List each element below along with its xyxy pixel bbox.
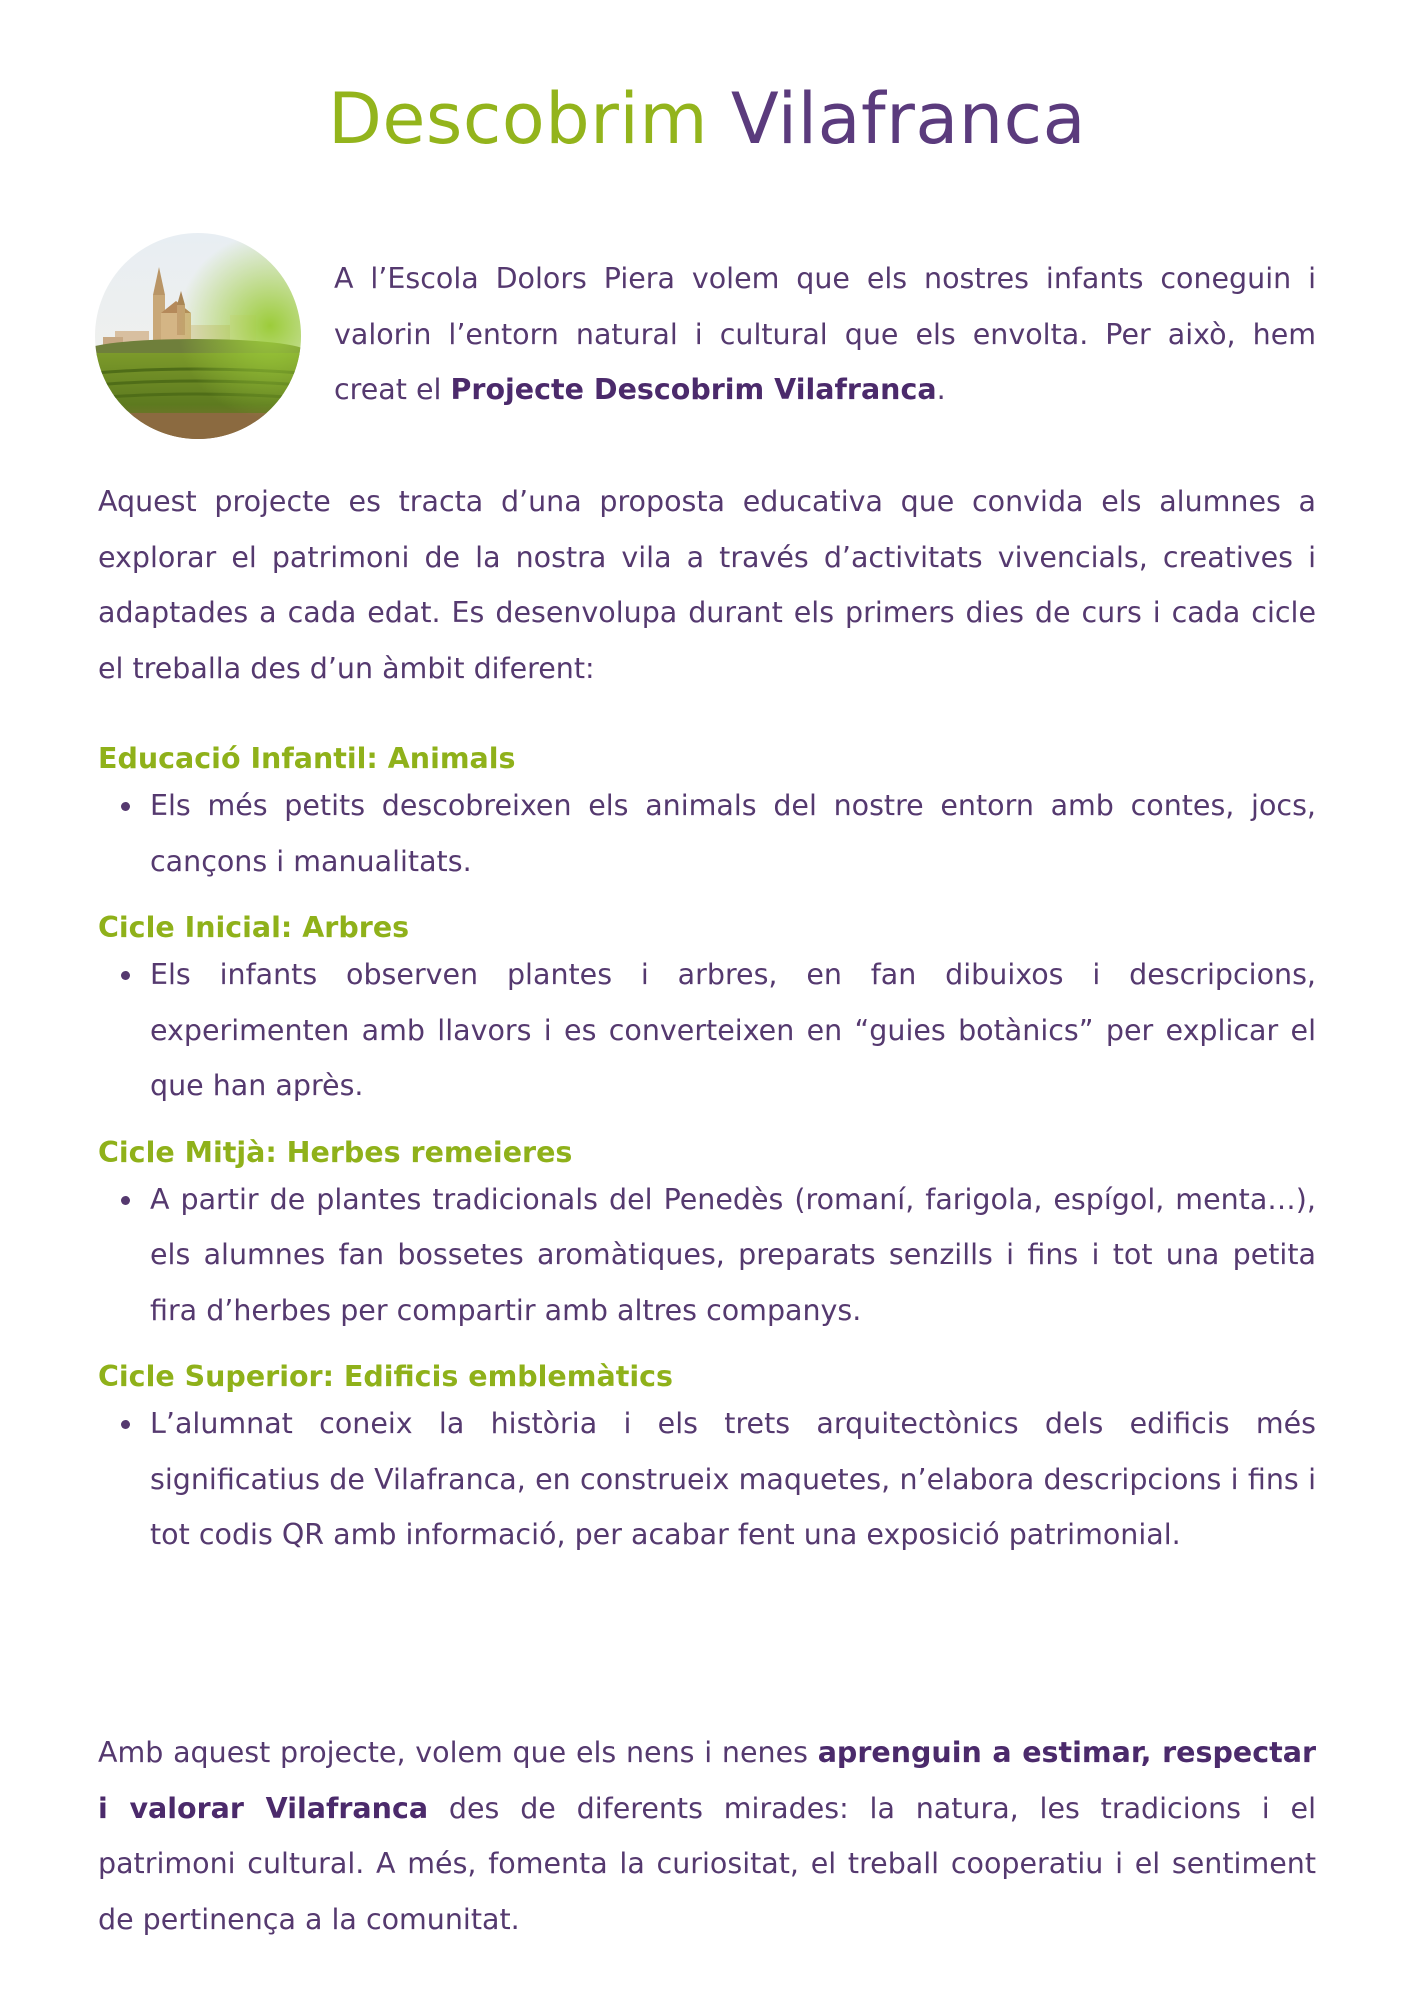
- intro-text-end: .: [936, 373, 946, 406]
- description-paragraph: [98, 474, 1316, 696]
- section-cicle-superior: [98, 1358, 1316, 1563]
- section-title: Cicle Superior: Edificis emblemàtics: [98, 1360, 673, 1393]
- section-infantil: [98, 740, 1316, 889]
- section-list: [98, 778, 1316, 889]
- intro-paragraph: [334, 251, 1316, 418]
- section-list: [98, 947, 1316, 1114]
- closing-paragraph: [98, 1725, 1316, 1947]
- list-item: Els més petits descobreixen els animals del nostre entorn amb contes, jocs, cançons i manualitats.: [150, 778, 1316, 889]
- intro-text: A l’Escola Dolors Piera volem que els nostres infants coneguin i valorin l’entorn natural i cultural que els envolta. Per això, hem creat el: [334, 262, 1316, 406]
- description-text: Aquest projecte es tracta d’una proposta educativa que convida els alumnes a explorar el patrimoni de la nostra vila a través d’activitats vivencials, creatives i adaptades a cada edat. Es desenvolupa durant els primers dies de curs i cada cicle el treballa des d’un àmbit diferent:: [98, 485, 1316, 685]
- section-title: Cicle Mitjà: Herbes remeieres: [98, 1135, 573, 1169]
- vilafranca-photo: [95, 233, 301, 439]
- section-list: [98, 1396, 1316, 1563]
- list-item: A partir de plantes tradicionals del Penedès (romaní, farigola, espígol, menta…), els alumnes fan bossetes aromàtiques, preparats senzills i fins i tot una petita fira d’herbes per compartir amb altres companys.: [150, 1172, 1316, 1339]
- closing-text-end: des de diferents mirades: la natura, les tradicions i el patrimoni cultural. A més, fomenta la curiositat, el treball cooperatiu i el sentiment de pertinença a la comunitat.: [98, 1791, 1317, 1936]
- section-list: [98, 1172, 1316, 1339]
- section-cicle-inicial: [98, 909, 1316, 1114]
- closing-highlight: aprenguin a estimar, respectar i valorar Vilafranca: [98, 1736, 1316, 1825]
- page-title: [0, 78, 1414, 160]
- closing-text: Amb aquest projecte, volem que els nens i nenes: [98, 1736, 818, 1769]
- project-name: Projecte Descobrim Vilafranca: [450, 373, 937, 406]
- cycle-sections: [98, 740, 1316, 1583]
- section-title: Educació Infantil: Animals: [98, 742, 516, 775]
- list-item: L’alumnat coneix la història i els trets arquitectònics dels edificis més significatius de Vilafranca, en construeix maquetes, n’elabora descripcions i fins i tot codis QR amb informació, per acabar fent una exposició patrimonial.: [150, 1396, 1316, 1563]
- title-part-descobrim: Descobrim: [327, 78, 709, 160]
- list-item: Els infants observen plantes i arbres, en fan dibuixos i descripcions, experimenten amb llavors i es converteixen en “guies botànics” per explicar el que han après.: [150, 947, 1316, 1114]
- section-title: Cicle Inicial: Arbres: [98, 911, 410, 944]
- section-cicle-mitja: [98, 1134, 1316, 1339]
- title-part-vilafranca: Vilafranca: [730, 78, 1087, 160]
